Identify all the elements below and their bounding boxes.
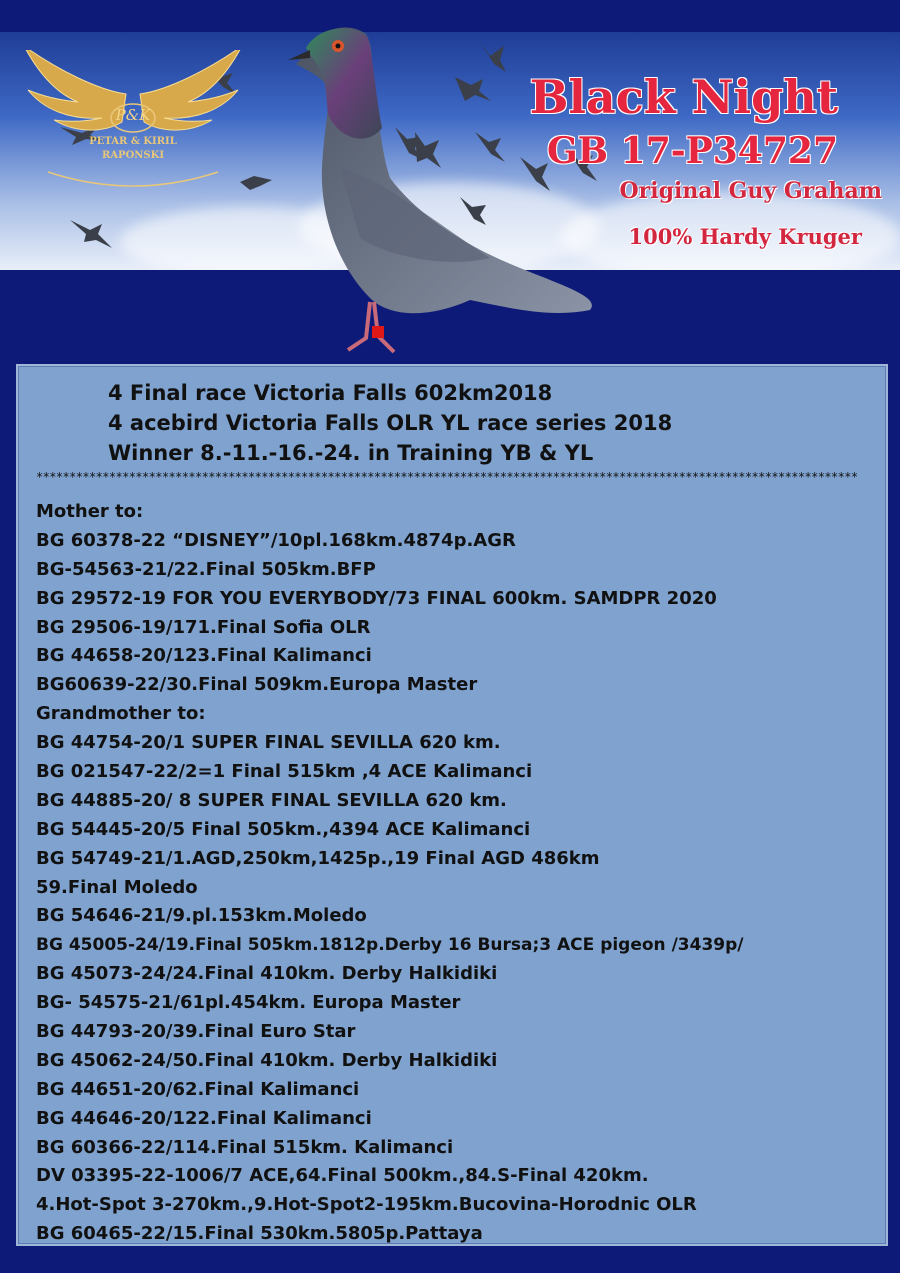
list-item: BG 54749-21/1.AGD,250km,1425p.,19 Final AGD 486km [36,847,600,869]
list-item: BG 60378-22 “DISNEY”/10pl.168km.4874p.AGR [36,529,516,551]
list-item: BG 44658-20/123.Final Kalimanci [36,645,372,667]
logo-line-2: RAPONSKI [101,150,165,161]
list-item: BG- 54575-21/61pl.454km. Europa Master [36,992,461,1014]
section-heading-mother: Mother to: [36,501,144,522]
list-item: BG 44885-20/ 8 SUPER FINAL SEVILLA 620 km. [36,789,507,811]
highlight-line: 4 Final race Victoria Falls 602km2018 [108,381,553,405]
list-item: DV 03395-22-1006/7 ACE,64.Final 500km.,84.S-Final 420km. [36,1165,649,1187]
list-item: BG 29572-19 FOR YOU EVERYBODY/73 FINAL 600km. SAMDPR 2020 [36,587,717,609]
list-item: BG 44646-20/122.Final Kalimanci [36,1107,372,1129]
list-item: BG 29506-19/171.Final Sofia OLR [36,616,371,638]
logo-line-1: PETAR & KIRIL [89,136,177,147]
list-item: BG 54646-21/9.pl.153km.Moledo [36,905,367,927]
highlight-line: 4 acebird Victoria Falls OLR YL race series 2018 [108,411,673,435]
list-item: 4.Hot-Spot 3-270km.,9.Hot-Spot2-195km.Bucovina-Horodnic OLR [36,1194,697,1216]
breed: 100% Hardy Kruger [628,224,862,249]
list-item: BG60639-22/30.Final 509km.Europa Master [36,674,478,696]
list-item: BG-54563-21/22.Final 505km.BFP [36,558,376,580]
list-item: BG 45005-24/19.Final 505km.1812p.Derby 16 Bursa;3 ACE pigeon /3439p/ [36,935,744,956]
star-separator: **************************************************************************************************************************** [36,470,858,484]
bird-name: Black Night [529,70,838,124]
pigeon-image [270,18,630,368]
logo [18,50,248,190]
list-item: BG 45073-24/24.Final 410km. Derby Halkidiki [36,963,498,985]
section-heading-grandmother: Grandmother to: [36,703,206,725]
list-item: BG 021547-22/2=1 Final 515km ,4 ACE Kalimanci [36,761,533,783]
achievements-panel [16,364,888,1246]
race-highlights [108,378,672,468]
origin: Original Guy Graham [619,178,882,204]
list-item: BG 54445-20/5 Final 505km.,4394 ACE Kalimanci [36,818,531,840]
list-item: 59.Final Moledo [36,876,198,898]
offspring-list [36,498,743,1249]
list-item: BG 45062-24/50.Final 410km. Derby Halkidiki [36,1049,498,1071]
logo-monogram: P&K [115,106,151,124]
list-item: BG 60366-22/114.Final 515km. Kalimanci [36,1136,454,1158]
list-item: BG 44793-20/39.Final Euro Star [36,1021,356,1043]
list-item: BG 44651-20/62.Final Kalimanci [36,1078,360,1100]
list-item: BG 60465-22/15.Final 530km.5805p.Pattaya [36,1223,483,1245]
ring-number: GB 17-P34727 [546,130,838,172]
list-item: BG 44754-20/1 SUPER FINAL SEVILLA 620 km. [36,732,501,754]
highlight-line: Winner 8.-11.-16.-24. in Training YB & YL [108,441,594,465]
